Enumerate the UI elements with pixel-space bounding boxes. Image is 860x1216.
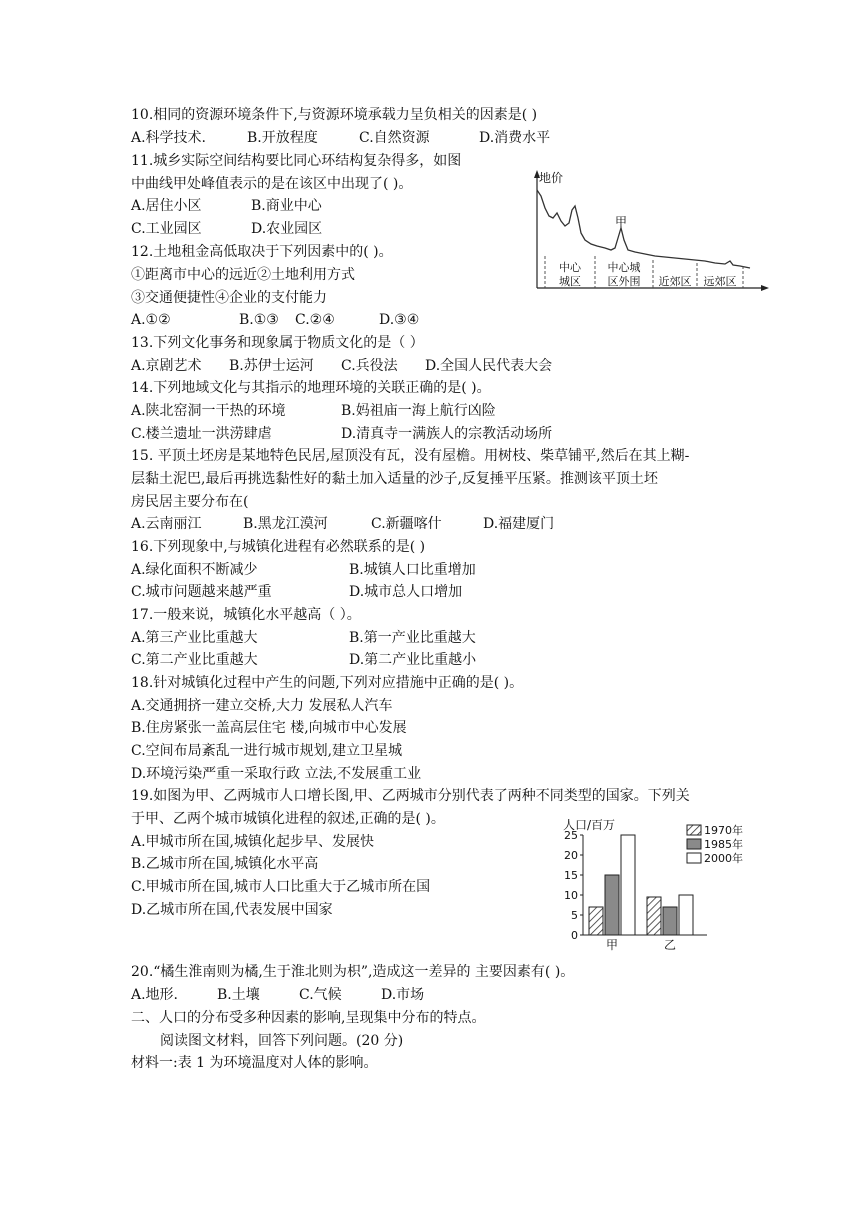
legend-label: 1985年	[704, 838, 743, 851]
q18-stem: 18.针对城镇化过程中产生的问题,下列对应措施中正确的是( )。	[131, 675, 524, 691]
q19-option-a: A.甲城市所在国,城镇化起步早、发展快	[131, 834, 375, 850]
option: D.清真寺一满族人的宗教活动场所	[341, 426, 553, 442]
option: B.苏伊士运河	[229, 358, 314, 374]
section2-instruction: 阅读图文材料，回答下列问题。(20 分)	[160, 1033, 404, 1049]
q20-stem: 20.“橘生淮南则为橘,生于淮北则为枳”,造成这一差异的 主要因素有( )。	[131, 964, 575, 980]
q15-stem-1: 15. 平顶土坯房是某地特色民居,屋顶没有瓦，没有屋檐。用树枝、柴草铺平,然后在其上糊-	[131, 448, 690, 464]
option: B.商业中心	[251, 198, 322, 214]
q14-options-1	[131, 401, 496, 421]
y-tick-label: 25	[564, 829, 578, 842]
option: A.科学技术.	[131, 130, 207, 146]
zone-label-outer: 中心城区外围	[607, 261, 641, 288]
bar-甲-2000年	[621, 835, 635, 935]
zone-label-center: 中心城区	[559, 261, 581, 288]
option: C.兵役法	[341, 358, 398, 374]
option: A.陕北窑洞一干热的环境	[131, 403, 286, 419]
q15-stem-3: 房民居主要分布在(	[131, 494, 249, 510]
q11-stem-2: 中曲线甲处峰值表示的是在该区中出现了( )。	[131, 176, 413, 192]
land-price-curve	[537, 190, 750, 268]
q19-option-c: C.甲城市所在国,城市人口比重大于乙城市所在国	[131, 879, 431, 895]
q12-items-2: ③交通便捷性④企业的支付能力	[131, 290, 327, 306]
option: A.京剧艺术	[131, 358, 202, 374]
zone-label-near-suburb: 近郊区	[658, 275, 692, 288]
y-tick-label: 10	[564, 889, 578, 902]
option: C.城市问题越来越严重	[131, 584, 272, 600]
q13-stem: 13.下列文化事务和现象属于物质文化的是（ ）	[131, 335, 424, 351]
q14-options-2	[131, 424, 552, 444]
option: A.①②	[131, 312, 171, 328]
y-tick-label: 5	[571, 909, 578, 922]
q16-options-2	[131, 582, 462, 602]
legend-label: 1970年	[704, 824, 743, 837]
option: D.市场	[381, 987, 425, 1003]
option: B.①③	[239, 312, 279, 328]
legend-swatch	[687, 853, 701, 863]
option: A.云南丽江	[131, 516, 202, 532]
option: A.地形.	[131, 987, 179, 1003]
q19-option-b: B.乙城市所在国,城镇化水平高	[131, 856, 319, 872]
q20-options	[131, 985, 424, 1005]
option: D.福建厦门	[483, 516, 555, 532]
bar-乙-2000年	[679, 895, 693, 935]
section2-title: 二、人口的分布受多种因素的影响,呈现集中分布的特点。	[131, 1010, 486, 1026]
y-tick-label: 20	[564, 849, 578, 862]
option: B.土壤	[217, 987, 260, 1003]
option: D.第二产业比重越小	[349, 652, 477, 668]
q16-options-1	[131, 560, 476, 580]
option: C.②④	[295, 312, 335, 328]
q12-stem: 12.土地租金高低取决于下列因素中的( )。	[131, 244, 393, 260]
option: C.气候	[299, 987, 342, 1003]
x-axis-arrow	[761, 285, 769, 291]
option: A.居住小区	[131, 198, 202, 214]
peak-label: 甲	[615, 215, 628, 229]
q11-options-2	[131, 219, 322, 239]
y-tick-label: 15	[564, 869, 578, 882]
bar-chart-ylabel: 人口/百万	[563, 818, 616, 832]
option: D.③④	[379, 312, 420, 328]
option: C.新疆喀什	[371, 516, 442, 532]
x-category-label: 甲	[605, 938, 619, 952]
q19-option-d: D.乙城市所在国,代表发展中国家	[131, 902, 333, 918]
option: C.楼兰遗址一洪涝肆虐	[131, 426, 272, 442]
q19-stem-2: 于甲、乙两个城市城镇化进程的叙述,正确的是( )。	[131, 811, 445, 827]
legend-swatch	[687, 825, 701, 835]
option: B.黑龙江漠河	[243, 516, 328, 532]
q16-stem: 16.下列现象中,与城镇化进程有必然联系的是( )	[131, 539, 426, 555]
q18-option-c: C.空间布局紊乱一进行城市规划,建立卫星城	[131, 743, 403, 759]
land-price-ylabel: 地价	[539, 171, 564, 185]
option: B.第一产业比重越大	[349, 630, 476, 646]
population-bar-chart	[555, 814, 755, 954]
option: D.全国人民代表大会	[425, 358, 553, 374]
q18-option-d: D.环境污染严重一采取行政 立法,不发展重工业	[131, 766, 422, 782]
option: B.妈祖庙一海上航行凶险	[341, 403, 496, 419]
y-tick-label: 0	[571, 929, 578, 942]
q15-options	[131, 514, 554, 534]
q15-stem-2: 层黏土泥巴,最后再挑选黏性好的黏土加入适量的沙子,反复捶平压紧。推测该平顶土坯	[131, 471, 658, 487]
q12-options	[131, 310, 419, 330]
q14-stem: 14.下列地域文化与其指示的地理环境的关联正确的是( )。	[131, 380, 491, 396]
option: A.第三产业比重越大	[131, 630, 258, 646]
q18-option-a: A.交通拥挤一建立交桥,大力 发展私人汽车	[131, 698, 393, 714]
zone-label-far-suburb: 远郊区	[703, 275, 737, 288]
q17-stem: 17.一般来说，城镇化水平越高（ ）。	[131, 607, 361, 623]
legend-swatch	[687, 839, 701, 849]
q11-options-1	[131, 196, 322, 216]
q12-items-1: ①距离市中心的远近②土地利用方式	[131, 267, 355, 283]
bar-甲-1985年	[605, 875, 619, 935]
q19-stem-1: 19.如图为甲、乙两城市人口增长图,甲、乙两城市分别代表了两种不同类型的国家。下列关	[131, 788, 690, 804]
option: B.开放程度	[247, 130, 318, 146]
option: C.自然资源	[359, 130, 430, 146]
land-price-figure	[525, 168, 770, 298]
q13-options	[131, 356, 552, 376]
x-category-label: 乙	[663, 938, 677, 952]
bar-乙-1970年	[647, 897, 661, 935]
q17-options-2	[131, 650, 476, 670]
option: C.工业园区	[131, 221, 202, 237]
q17-options-1	[131, 628, 476, 648]
option: D.城市总人口增加	[349, 584, 463, 600]
section2-material1: 材料一:表 1 为环境温度对人体的影响。	[131, 1055, 378, 1071]
q11-stem-1: 11.城乡实际空间结构要比同心环结构复杂得多，如图	[131, 153, 462, 169]
option: D.消费水平	[479, 130, 551, 146]
legend-label: 2000年	[704, 852, 743, 865]
bar-乙-1985年	[663, 907, 677, 935]
option: B.城镇人口比重增加	[349, 562, 476, 578]
option: A.绿化面积不断减少	[131, 562, 258, 578]
q10-stem: 10.相同的资源环境条件下,与资源环境承载力呈负相关的因素是( )	[131, 107, 538, 123]
bar-甲-1970年	[589, 907, 603, 935]
q18-option-b: B.住房紧张一盖高层住宅 楼,向城市中心发展	[131, 720, 407, 736]
q10-options	[131, 128, 550, 148]
option: C.第二产业比重越大	[131, 652, 258, 668]
option: D.农业园区	[251, 221, 323, 237]
